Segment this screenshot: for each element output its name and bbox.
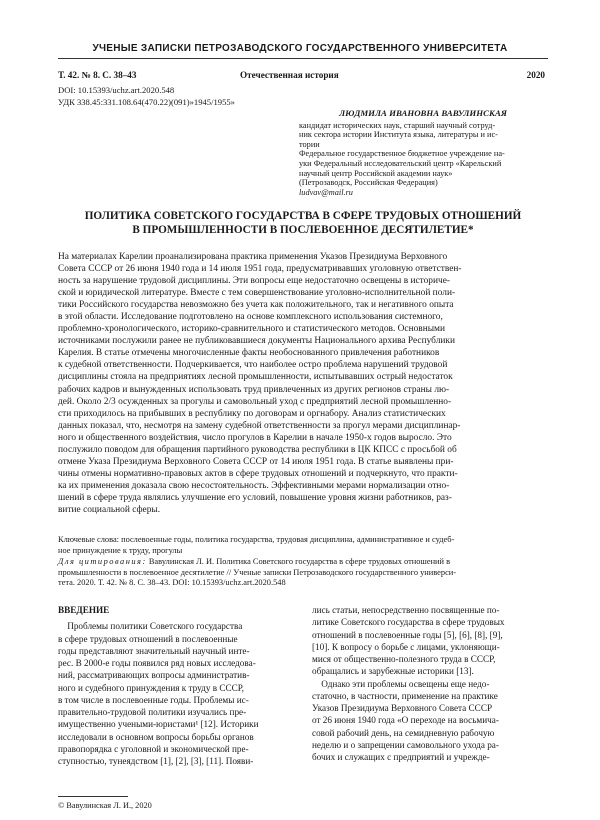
abstract-line: чины отмены нормативно-правовых актов в сфере трудовых отношений и подчеркнуто, что практи- xyxy=(58,468,458,479)
abstract-line: источниками послужили ранее не публиковавшиеся документы Национального архива Республики xyxy=(58,336,455,347)
intro-heading: ВВЕДЕНИЕ xyxy=(58,605,110,615)
header-rule xyxy=(58,58,548,59)
abstract-line: На материалах Карелии проанализирована практика применения Указов Президиума Верховного xyxy=(58,252,448,262)
body-line: правительно-трудовой политики изучались пре- xyxy=(58,707,247,717)
udk: УДК 338.45:331.108.64(470.22)(091)»1945/1955» xyxy=(58,97,235,107)
body-line: ного и судебного принуждения к труду в СССР, xyxy=(58,682,244,693)
body-line: Однако эти проблемы освещены еще недо- xyxy=(312,678,490,689)
abstract-line: витие социальной сферы. xyxy=(58,504,161,515)
abstract-line: проблемно-хронологического, историко-сравнительного и статистического методов. Основными xyxy=(58,324,445,335)
citation xyxy=(58,557,548,589)
section-name: Отечественная история xyxy=(240,70,339,80)
left-column xyxy=(58,604,298,767)
body-line: имущественно учеными-юристами¹ [12]. Историки xyxy=(58,719,259,730)
abstract-line: данных показал, что, несмотря на замену судебной ответственности за прогул мерами дисциплинар- xyxy=(58,420,461,431)
citation-line: тета. 2020. Т. 42. № 8. С. 38–43. DOI: 10.15393/uchz.art.2020.548 xyxy=(58,578,286,587)
body-line: совой рабочий день, на семидневную рабочую xyxy=(312,727,495,738)
keywords-line: Ключевые слова: послевоенные годы, политика государства, трудовая дисциплина, административное и судеб- xyxy=(58,535,455,544)
abstract-line: послужило поводом для обращения партийного руководства республики в ЦК КПСС с просьбой об xyxy=(58,444,457,455)
body-line: правопорядка с уголовной и экономической пре- xyxy=(58,743,249,754)
citation-line: промышленности в послевоенное десятилетие // Ученые записки Петрозаводского государственного универси- xyxy=(58,567,457,577)
copyright: © Вавулинская Л. И., 2020 xyxy=(58,801,152,810)
body-line: лись статьи, непосредственно посвященные по- xyxy=(312,605,500,615)
body-line: в сфере трудовых отношений в послевоенные xyxy=(58,633,238,644)
author-block xyxy=(299,109,547,197)
title-line: В ПРОМЫШЛЕННОСТИ В ПОСЛЕВОЕННОЕ ДЕСЯТИЛЕТИЕ* xyxy=(132,224,474,236)
author-affiliation-line: ник сектора истории Института языка, литературы и ис- xyxy=(299,130,498,140)
article-identifiers xyxy=(58,84,235,108)
issue-info: Т. 42. № 8. С. 38–43 xyxy=(58,70,137,80)
body-line: годы представляют значительный научный инте- xyxy=(58,645,250,656)
body-line: от 26 июня 1940 года «О переходе на восьмича- xyxy=(312,715,499,726)
body-line: Указов Президиума Верховного Совета СССР xyxy=(312,703,493,713)
footnote-rule xyxy=(58,796,128,797)
abstract xyxy=(58,251,548,516)
body-line: статочно, в частности, применение на практике xyxy=(312,690,498,701)
author-affiliation-line: Федеральное государственное бюджетное учреждение на- xyxy=(299,149,505,159)
body-line: ний, рассматривающих вопросы административ- xyxy=(58,670,250,681)
abstract-line: тики Российского государства невозможно без учета как положительного, так и негативного опыта xyxy=(58,300,454,311)
author-affiliation-line: кандидат исторических наук, старший научный сотруд- xyxy=(299,120,496,130)
abstract-line: дисциплины стояла на предприятиях лесной промышленности, испытывавших острый недостаток xyxy=(58,372,453,383)
abstract-line: к судебной ответственности. Подчеркивается, что наиболее остро проблема нарушений трудовой xyxy=(58,360,448,371)
body-line: отношений в послевоенные годы [5], [6], [8], [9], xyxy=(312,629,503,640)
body-line: бочих и служащих с предприятий и учрежде- xyxy=(312,752,490,762)
journal-title: УЧЕНЫЕ ЗАПИСКИ ПЕТРОЗАВОДСКОГО ГОСУДАРСТВЕННОГО УНИВЕРСИТЕТА xyxy=(92,43,508,54)
author-affiliation-line: (Петрозаводск, Российская Федерация) xyxy=(299,178,438,188)
body-line: Проблемы политики Советского государства xyxy=(58,621,243,632)
abstract-line: отмене Указа Президиума Верховного Совета СССР от 14 июля 1951 года. В статье выявлены при- xyxy=(58,456,454,467)
author-name: ЛЮДМИЛА ИВАНОВНА ВАВУЛИНСКАЯ xyxy=(339,108,507,118)
author-affiliation-line: научный центр Российской академии наук» xyxy=(299,168,453,178)
article-title xyxy=(58,209,548,237)
abstract-line: в этой области. Исследование подготовлено на основе комплексного использования системного, xyxy=(58,312,443,323)
abstract-line: рабочих кадров и вынужденных использовать труд привлеченных из других регионов страны лю- xyxy=(58,384,450,395)
abstract-line: сти приходилось на прибывших в республику по договорам и оргнабору. Анализ статистических xyxy=(58,408,446,419)
abstract-line: ного и общественного воздействия, число прогулов в Карелии в начале 1950-х годов выросло. Это xyxy=(58,432,452,443)
abstract-line: ность за нарушение трудовой дисциплины. Эти вопросы еще недостаточно освещены в историче- xyxy=(58,276,451,287)
body-line: мися от общественно-полезного труда в СССР, xyxy=(312,654,496,664)
body-line: ступностью, тунеядством [1], [2], [3], [11]. Появи- xyxy=(58,756,254,766)
keywords-line: ное принуждение к труду, прогулы xyxy=(58,545,183,555)
doi: DOI: 10.15393/uchz.art.2020.548 xyxy=(58,85,175,95)
abstract-line: шений в сфере труда являлись улучшение его условий, повышение уровня жизни работников, раз- xyxy=(58,492,452,503)
author-email: ludvav@mail.ru xyxy=(299,187,353,197)
citation-line: Вавулинская Л. И. Политика Советского государства в сфере трудовых отношений в xyxy=(146,557,451,566)
title-line: ПОЛИТИКА СОВЕТСКОГО ГОСУДАРСТВА В СФЕРЕ ТРУДОВЫХ ОТНОШЕНИЙ xyxy=(84,210,522,222)
abstract-line: дей. Около 2/3 осужденных за прогулы и самовольный уход с предприятий лесной промышленно- xyxy=(58,396,452,407)
body-line: обращались и зарубежные историки [13]. xyxy=(312,666,474,677)
issue-year: 2020 xyxy=(526,70,545,80)
body-line: литике Советского государства в сфере трудовых xyxy=(312,617,505,628)
body-line: неделю и о запрещении самовольного ухода ра- xyxy=(312,739,499,750)
right-column xyxy=(312,604,548,763)
body-line: в том числе в послевоенные годы. Проблемы ис- xyxy=(58,694,249,705)
citation-label: Для цитирования: xyxy=(58,557,147,566)
author-affiliation-line: тории xyxy=(299,139,320,149)
author-affiliation-line: уки Федеральный исследовательский центр «Карельский xyxy=(299,158,502,168)
abstract-line: ской и юридической литературе. Вместе с тем совершенствование уголовно-исполнительной поли- xyxy=(58,288,456,299)
body-line: исследовали в основном вопросы борьбы органов xyxy=(58,731,254,742)
body-line: [10]. К вопросу о борьбе с лицами, уклоняющи- xyxy=(312,641,500,652)
abstract-line: Карелия. В статье отмечены многочисленные факты необоснованного привлечения работников xyxy=(58,348,440,359)
body-line: рес. В 2000-е годы появился ряд новых исследова- xyxy=(58,658,256,668)
abstract-line: Совета СССР от 26 июня 1940 года и 14 июля 1951 года, предусматривавших уголовную ответствен- xyxy=(58,264,462,275)
abstract-line: ка их применения доказала свою несостоятельность. Эффективными мерами нормализации отно- xyxy=(58,480,450,491)
keywords xyxy=(58,535,548,556)
